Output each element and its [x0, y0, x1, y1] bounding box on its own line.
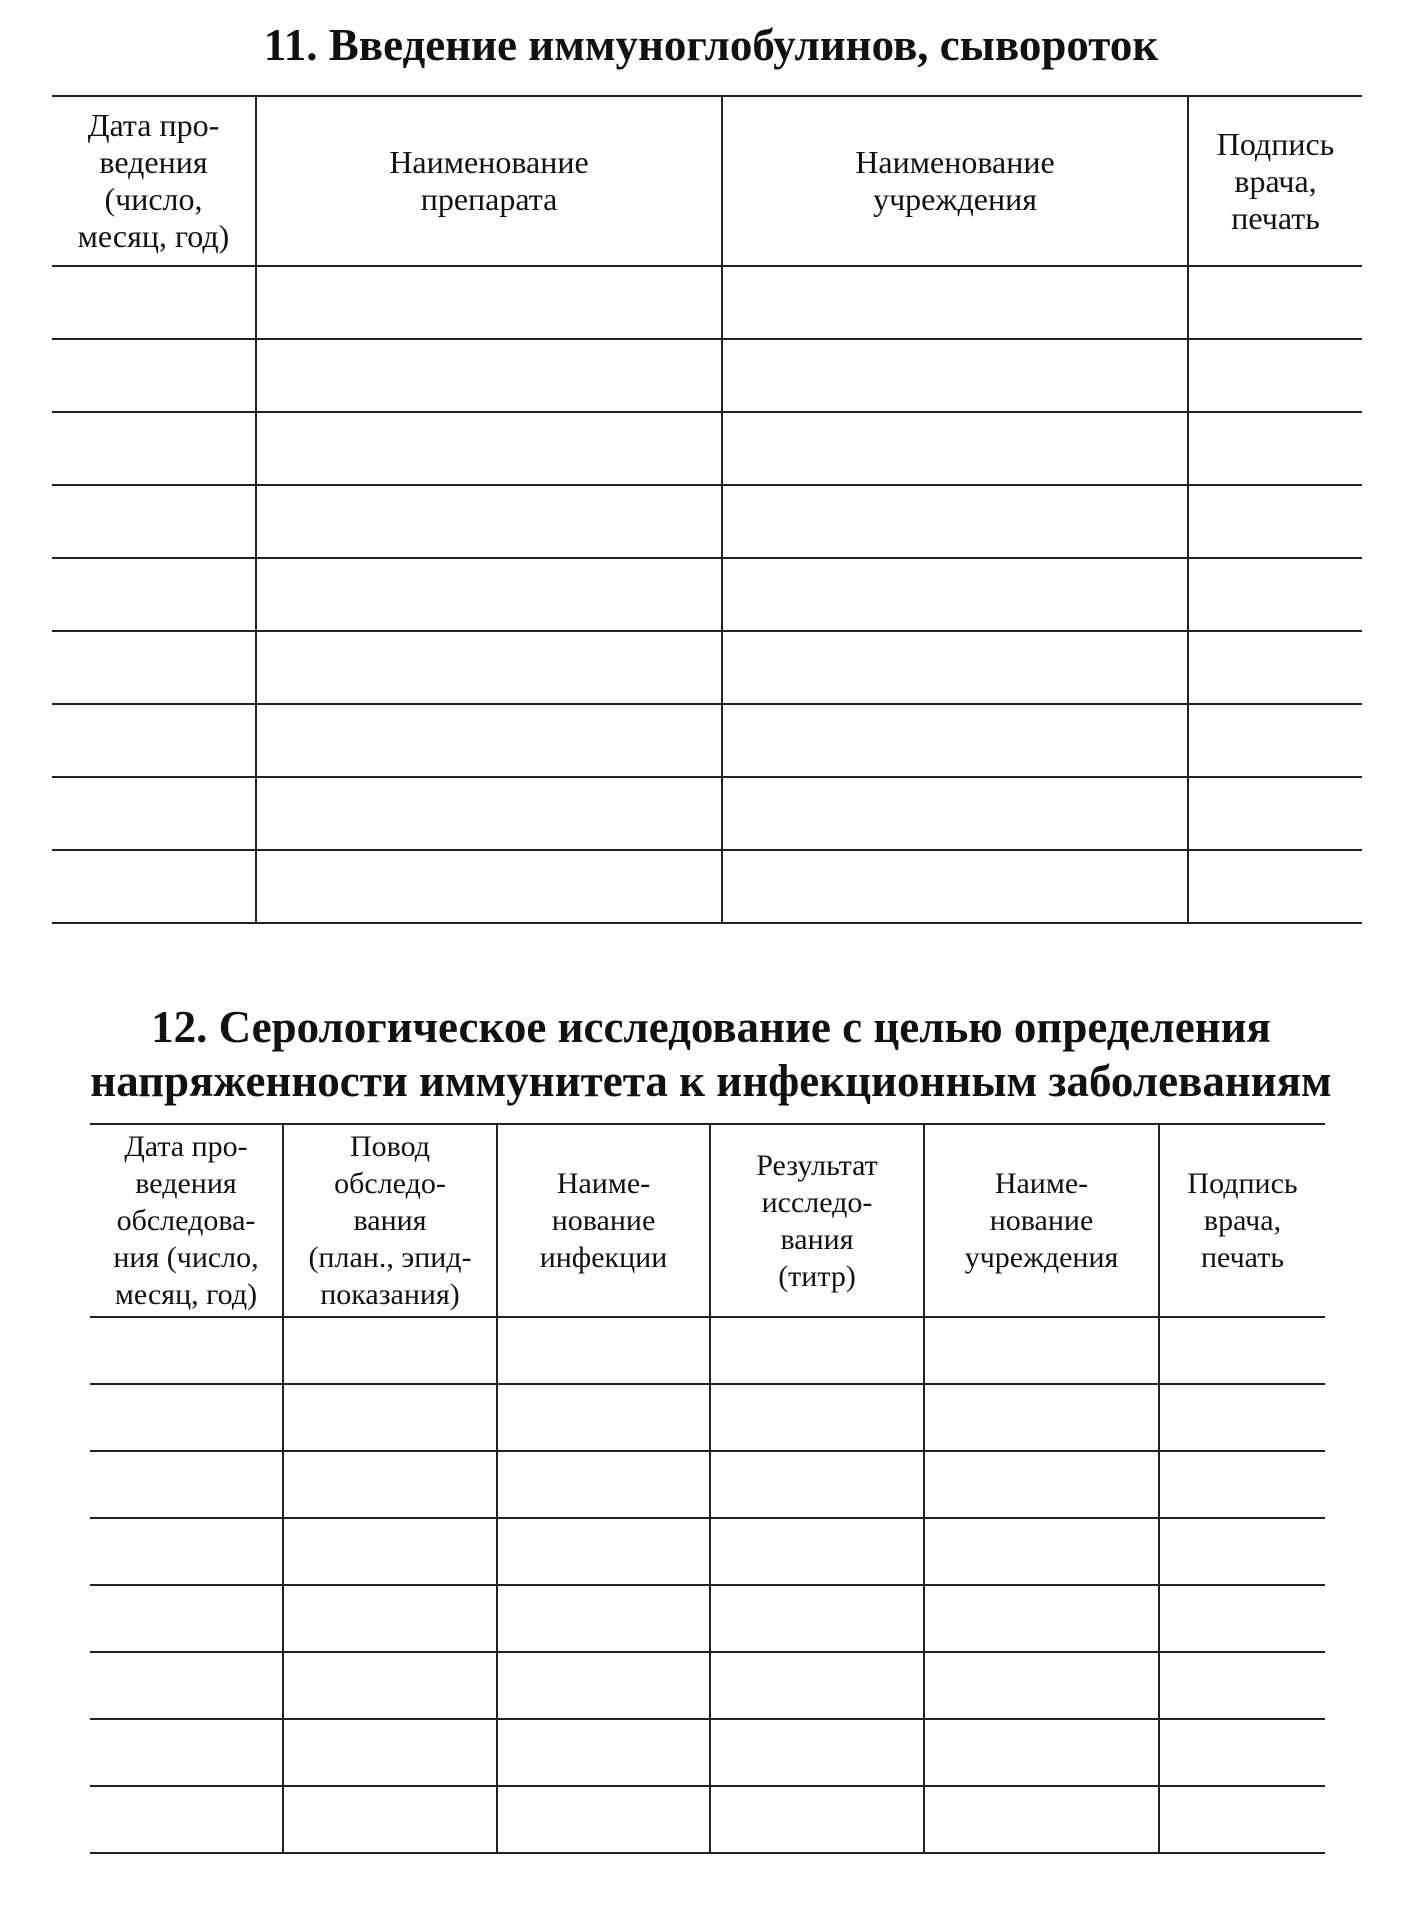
- table-cell[interactable]: [52, 558, 256, 631]
- column-header-signature: Подпись врача, печать: [1188, 96, 1362, 266]
- table-cell[interactable]: [722, 704, 1188, 777]
- table-cell[interactable]: [1188, 412, 1362, 485]
- table-cell[interactable]: [1188, 631, 1362, 704]
- table-header-row: [90, 1124, 1325, 1317]
- table-cell[interactable]: [1188, 558, 1362, 631]
- immunoglobulin-table: [52, 95, 1362, 924]
- table-row: [52, 777, 1362, 850]
- table-row: [52, 412, 1362, 485]
- table-cell[interactable]: [90, 1317, 283, 1384]
- table-cell[interactable]: [1188, 485, 1362, 558]
- table-cell[interactable]: [1159, 1384, 1325, 1451]
- table-cell[interactable]: [924, 1518, 1159, 1585]
- table-row: [52, 485, 1362, 558]
- table-row: [52, 850, 1362, 923]
- table-cell[interactable]: [924, 1317, 1159, 1384]
- table-cell[interactable]: [1188, 850, 1362, 923]
- table-row: [90, 1652, 1325, 1719]
- table-row: [90, 1786, 1325, 1853]
- table-cell[interactable]: [710, 1518, 924, 1585]
- table-cell[interactable]: [722, 558, 1188, 631]
- table-cell[interactable]: [722, 266, 1188, 339]
- table-cell[interactable]: [722, 485, 1188, 558]
- table-cell[interactable]: [710, 1317, 924, 1384]
- table-cell[interactable]: [256, 850, 722, 923]
- table-cell[interactable]: [497, 1384, 710, 1451]
- column-header-infection-name: Наиме- нование инфекции: [497, 1124, 710, 1317]
- table-cell[interactable]: [1188, 777, 1362, 850]
- table-cell[interactable]: [924, 1585, 1159, 1652]
- table-row: [52, 558, 1362, 631]
- table-cell[interactable]: [722, 339, 1188, 412]
- table-row: [52, 339, 1362, 412]
- table-cell[interactable]: [52, 412, 256, 485]
- column-header-signature: Подпись врача, печать: [1159, 1124, 1325, 1317]
- table-cell[interactable]: [52, 631, 256, 704]
- table-cell[interactable]: [497, 1585, 710, 1652]
- table-cell[interactable]: [1159, 1518, 1325, 1585]
- table-row: [90, 1384, 1325, 1451]
- table-cell[interactable]: [710, 1719, 924, 1786]
- table-cell[interactable]: [710, 1786, 924, 1853]
- table-cell[interactable]: [1188, 266, 1362, 339]
- table-cell[interactable]: [1159, 1786, 1325, 1853]
- table-cell[interactable]: [256, 266, 722, 339]
- table-cell[interactable]: [924, 1652, 1159, 1719]
- table-cell[interactable]: [497, 1652, 710, 1719]
- table-cell[interactable]: [256, 412, 722, 485]
- table-row: [90, 1317, 1325, 1384]
- immunoglobulin-table-body: [52, 266, 1362, 923]
- table-row: [90, 1719, 1325, 1786]
- table-cell[interactable]: [497, 1518, 710, 1585]
- table-cell[interactable]: [1159, 1451, 1325, 1518]
- table-cell[interactable]: [90, 1786, 283, 1853]
- table-cell[interactable]: [90, 1719, 283, 1786]
- table-cell[interactable]: [90, 1451, 283, 1518]
- table-cell[interactable]: [256, 704, 722, 777]
- table-row: [52, 631, 1362, 704]
- table-cell[interactable]: [710, 1384, 924, 1451]
- serology-table-body: [90, 1317, 1325, 1853]
- table-cell[interactable]: [497, 1451, 710, 1518]
- table-cell[interactable]: [283, 1518, 497, 1585]
- table-cell[interactable]: [722, 777, 1188, 850]
- table-row: [52, 704, 1362, 777]
- section-12-title-line-1: 12. Серологическое исследование с целью определения: [151, 1002, 1271, 1052]
- section-12-title-line-2: напряженности иммунитета к инфекционным заболеваниям: [90, 1056, 1332, 1106]
- table-cell[interactable]: [1159, 1585, 1325, 1652]
- table-cell[interactable]: [924, 1451, 1159, 1518]
- serology-table: [90, 1123, 1325, 1854]
- table-cell[interactable]: [256, 777, 722, 850]
- table-cell[interactable]: [1159, 1652, 1325, 1719]
- section-12-title: [0, 1000, 1422, 1108]
- table-cell[interactable]: [710, 1585, 924, 1652]
- table-cell[interactable]: [1159, 1317, 1325, 1384]
- table-row: [90, 1585, 1325, 1652]
- table-cell[interactable]: [283, 1317, 497, 1384]
- table-row: [90, 1518, 1325, 1585]
- table-header-row: [52, 96, 1362, 266]
- table-cell[interactable]: [52, 850, 256, 923]
- table-cell[interactable]: [90, 1585, 283, 1652]
- table-cell[interactable]: [90, 1652, 283, 1719]
- column-header-drug-name: Наименование препарата: [256, 96, 722, 266]
- table-cell[interactable]: [497, 1719, 710, 1786]
- table-cell[interactable]: [722, 850, 1188, 923]
- table-cell[interactable]: [1188, 339, 1362, 412]
- table-cell[interactable]: [497, 1786, 710, 1853]
- table-cell[interactable]: [283, 1585, 497, 1652]
- table-cell[interactable]: [283, 1451, 497, 1518]
- table-cell[interactable]: [52, 339, 256, 412]
- table-cell[interactable]: [52, 777, 256, 850]
- column-header-institution: Наиме- нование учреждения: [924, 1124, 1159, 1317]
- table-row: [52, 266, 1362, 339]
- table-cell[interactable]: [722, 412, 1188, 485]
- table-cell[interactable]: [1188, 704, 1362, 777]
- table-cell[interactable]: [283, 1384, 497, 1451]
- table-cell[interactable]: [924, 1384, 1159, 1451]
- table-cell[interactable]: [90, 1384, 283, 1451]
- table-cell[interactable]: [52, 485, 256, 558]
- table-row: [90, 1451, 1325, 1518]
- table-cell[interactable]: [924, 1786, 1159, 1853]
- column-header-date: Дата про- ведения обследова- ния (число, месяц, год): [90, 1124, 283, 1317]
- table-cell[interactable]: [710, 1451, 924, 1518]
- table-cell[interactable]: [52, 704, 256, 777]
- table-cell[interactable]: [283, 1719, 497, 1786]
- table-cell[interactable]: [90, 1518, 283, 1585]
- table-cell[interactable]: [497, 1317, 710, 1384]
- table-cell[interactable]: [256, 558, 722, 631]
- table-cell[interactable]: [283, 1786, 497, 1853]
- table-cell[interactable]: [52, 266, 256, 339]
- table-cell[interactable]: [1159, 1719, 1325, 1786]
- table-cell[interactable]: [722, 631, 1188, 704]
- column-header-date: Дата про- ведения (число, месяц, год): [52, 96, 256, 266]
- section-11-title: 11. Введение иммуноглобулинов, сывороток: [263, 20, 1159, 70]
- column-header-reason: Повод обследо- вания (план., эпид- показания): [283, 1124, 497, 1317]
- column-header-result: Результат исследо- вания (титр): [710, 1124, 924, 1317]
- table-cell[interactable]: [256, 339, 722, 412]
- table-cell[interactable]: [256, 485, 722, 558]
- table-cell[interactable]: [924, 1719, 1159, 1786]
- table-cell[interactable]: [256, 631, 722, 704]
- table-cell[interactable]: [710, 1652, 924, 1719]
- table-cell[interactable]: [283, 1652, 497, 1719]
- column-header-institution: Наименование учреждения: [722, 96, 1188, 266]
